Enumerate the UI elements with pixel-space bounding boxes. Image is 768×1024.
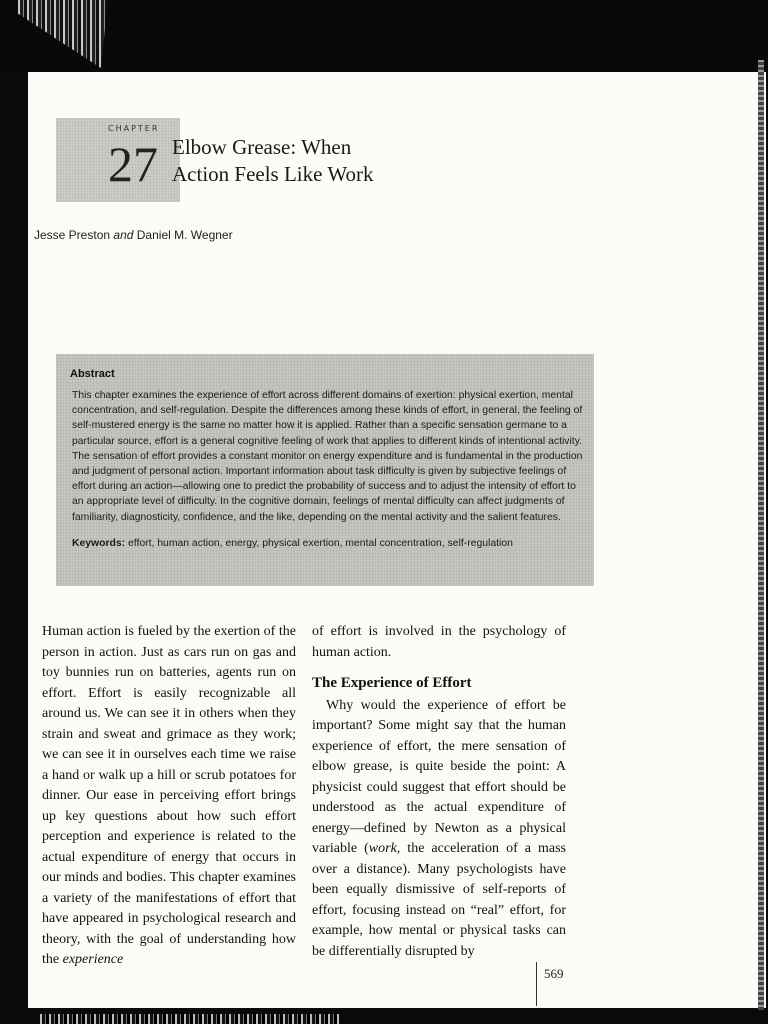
chapter-title (172, 134, 572, 188)
chapter-number-box (56, 118, 180, 202)
body-emphasis: experience (62, 952, 124, 967)
page-number-rule (536, 962, 537, 1006)
chapter-number: 27 (108, 136, 158, 192)
body-column-left (42, 622, 296, 971)
keywords-list: effort, human action, energy, physical exertion, mental concentration, self-regulation (128, 538, 513, 549)
author-1: Jesse Preston (34, 228, 111, 242)
book-page (28, 72, 766, 1008)
body-column-right (312, 622, 566, 962)
scan-border-bottom (0, 1010, 768, 1024)
page-edge-right (758, 60, 764, 1010)
abstract-box (56, 354, 594, 586)
body-paragraph: of effort is involved in the psychology of human action. (312, 624, 566, 660)
scan-border-top (0, 0, 768, 72)
chapter-title-line-1: Elbow Grease: When (172, 135, 352, 159)
author-conjunction: and (113, 228, 134, 242)
section-heading: The Experience of Effort (312, 675, 472, 691)
keywords-line (72, 538, 584, 549)
book-binding-edge (18, 0, 108, 68)
body-paragraph (42, 622, 296, 971)
body-emphasis: work, (368, 841, 401, 856)
body-text: Human action is fueled by the exertion of the person in action. Just as cars run on gas and toy bunnies run on batteries, agents run on effort. Effort is easily recognizable all around us. We can see it in others when they strain and sweat and grimace as they work; we can see it in ourselves each time we raise a hand or walk up a hill or scrub potatoes for dinner. Our ease in perceiving effort brings up key questions about how such effort perception and experience is related to the actual expenditure of energy that occurs in our minds and bodies. This chapter examines a variety of the manifestations of effort that have appeared in psychological research and theory, with the goal of understanding how the (42, 624, 296, 967)
author-2: Daniel M. Wegner (136, 228, 233, 242)
body-text: Why would the experience of effort be important? Some might say that the human experience of effort, the mere sensation of elbow grease, is quite beside the point: A physicist could suggest that effort should be understood as the actual expenditure of energy—defined by Newton as a physical variable ( (312, 697, 566, 856)
keywords-label: Keywords: (72, 538, 126, 549)
body-text: the acceleration of a mass over a distance). Many psychologists have been equally dismissive of self-reports of effort, focusing instead on “real” effort, for example, how mental or physical tasks can be differentially disrupted by (312, 841, 567, 959)
abstract-text: This chapter examines the experience of effort across different domains of exertion: physical exertion, mental concentration, and self-regulation. Despite the differences among these kinds of effort, in general, the feeling of self-mustered energy is the same no matter how it is applied. Rather than a specific sensation germane to a particular source, effort is a general cognitive feeling of work that applies to different kinds of intentional activity. The sensation of effort provides a constant monitor on energy expenditure and is fundamental in the production and judgment of personal action. Important information about task difficulty is given by subjective feelings of effort during an action—allowing one to predict the probability of success and to adjust the intensity of effort to an appropriate level of difficulty. In the cognitive domain, feelings of mental difficulty can affect judgments of familiarity, diagnosticity, confidence, and the like, depending on the mental activity and the salient features. (72, 390, 583, 523)
chapter-title-line-2: Action Feels Like Work (172, 162, 374, 186)
abstract-heading: Abstract (70, 368, 115, 380)
body-paragraph (312, 696, 566, 963)
author-line (34, 228, 233, 242)
chapter-label: CHAPTER (108, 124, 160, 133)
page-number: 569 (544, 966, 564, 981)
scan-artifact-stripes (40, 1014, 340, 1024)
